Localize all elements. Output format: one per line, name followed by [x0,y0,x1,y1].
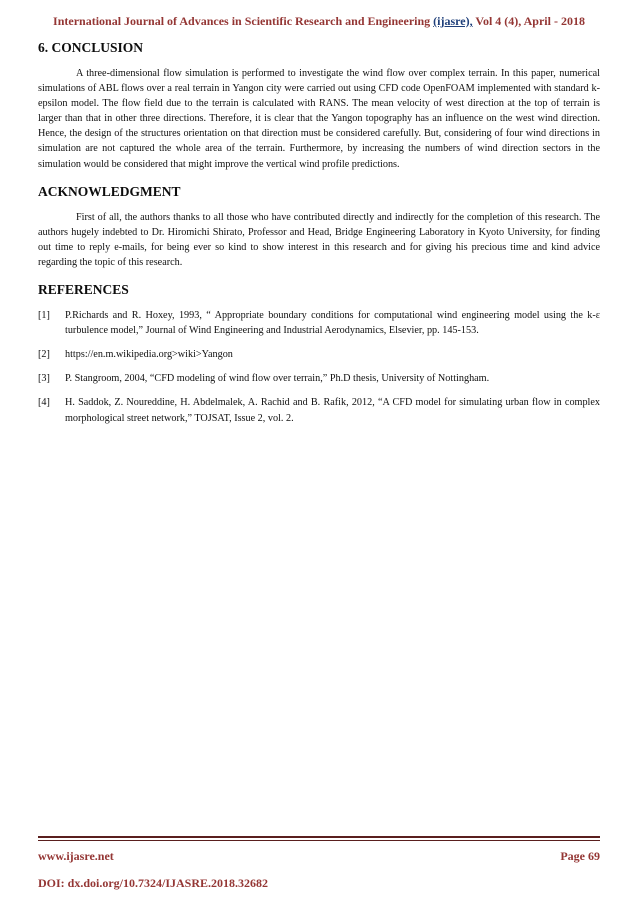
reference-item [38,371,600,386]
reference-list [38,308,600,426]
footer-divider-thin [38,840,600,841]
footer-doi: DOI: dx.doi.org/10.7324/IJASRE.2018.32682 [38,876,269,890]
journal-header-link[interactable]: (ijasre), [433,14,473,28]
reference-item [38,395,600,425]
reference-number: [1] [38,310,50,322]
page-content [38,40,600,435]
acknowledgment-heading: ACKNOWLEDGMENT [38,183,181,199]
reference-text: P. Stangroom, 2004, “CFD modeling of wind flow over terrain,” Ph.D thesis, University of Nottingham. [65,373,490,385]
reference-text: H. Saddok, Z. Noureddine, H. Abdelmalek, A. Rachid and B. Rafik, 2012, “A CFD model for simulating urban flow in complex morphological street network,” TOJSAT, Issue 2, vol. 2. [65,397,600,424]
reference-link[interactable]: https://en.m.wikipedia.org>wiki>Yangon [65,349,233,361]
acknowledgment-paragraph: First of all, the authors thanks to all those who have contributed directly and indirectly for the completion of this research. The authors hugely indebted to Dr. Hiromichi Shirato, Professor and Head, Bridge Engineering Laboratory in Kyoto University, for finding out time to reply e-mails, for being ever so kind to show interest in this research and for giving his precious time and kind advice regarding the topic of this research. [38,211,600,268]
conclusion-section [38,40,600,172]
reference-number: [3] [38,373,50,385]
references-heading: REFERENCES [38,282,129,298]
journal-header-suffix: Vol 4 (4), April - 2018 [472,14,585,28]
acknowledgment-section [38,184,600,270]
journal-header [0,14,638,29]
footer-divider [38,836,600,838]
reference-number: [4] [38,397,50,409]
reference-text: P.Richards and R. Hoxey, 1993, “ Appropriate boundary conditions for computational wind engineering model using the k-ε turbulence model,” Journal of Wind Engineering and Industrial Aerodynamics, Elsevier, pp. 145-153. [65,310,600,337]
conclusion-paragraph: A three-dimensional flow simulation is performed to investigate the wind flow over complex terrain. In this paper, numerical simulations of ABL flows over a real terrain in Yangon city were carried out using CFD code OpenFOAM implemented with standard k-epsilon model. The flow field due to the terrain is calculated with RANS. The mean velocity of west direction at the top of terrain is larger than that in other three directions. Therefore, it is clear that the Yangon topography has an influence on the west wind direction. Hence, the design of the structures orientation on that direction must be considered carefully. But, considering of four wind directions in simulation are not captured the whole area of the terrain. Furthermore, by increasing the numbers of wind direction sectors in the simulation would be considered that might improve the vertical wind profile predictions. [38,68,600,170]
reference-item [38,308,600,338]
journal-header-prefix: International Journal of Advances in Scientific Research and Engineering [53,14,434,28]
reference-item [38,347,600,362]
footer-website-link[interactable]: www.ijasre.net [38,849,114,863]
footer-page-number: Page 69 [560,849,600,863]
reference-number: [2] [38,349,50,361]
references-section [38,282,600,426]
conclusion-heading: 6. CONCLUSION [38,40,144,55]
